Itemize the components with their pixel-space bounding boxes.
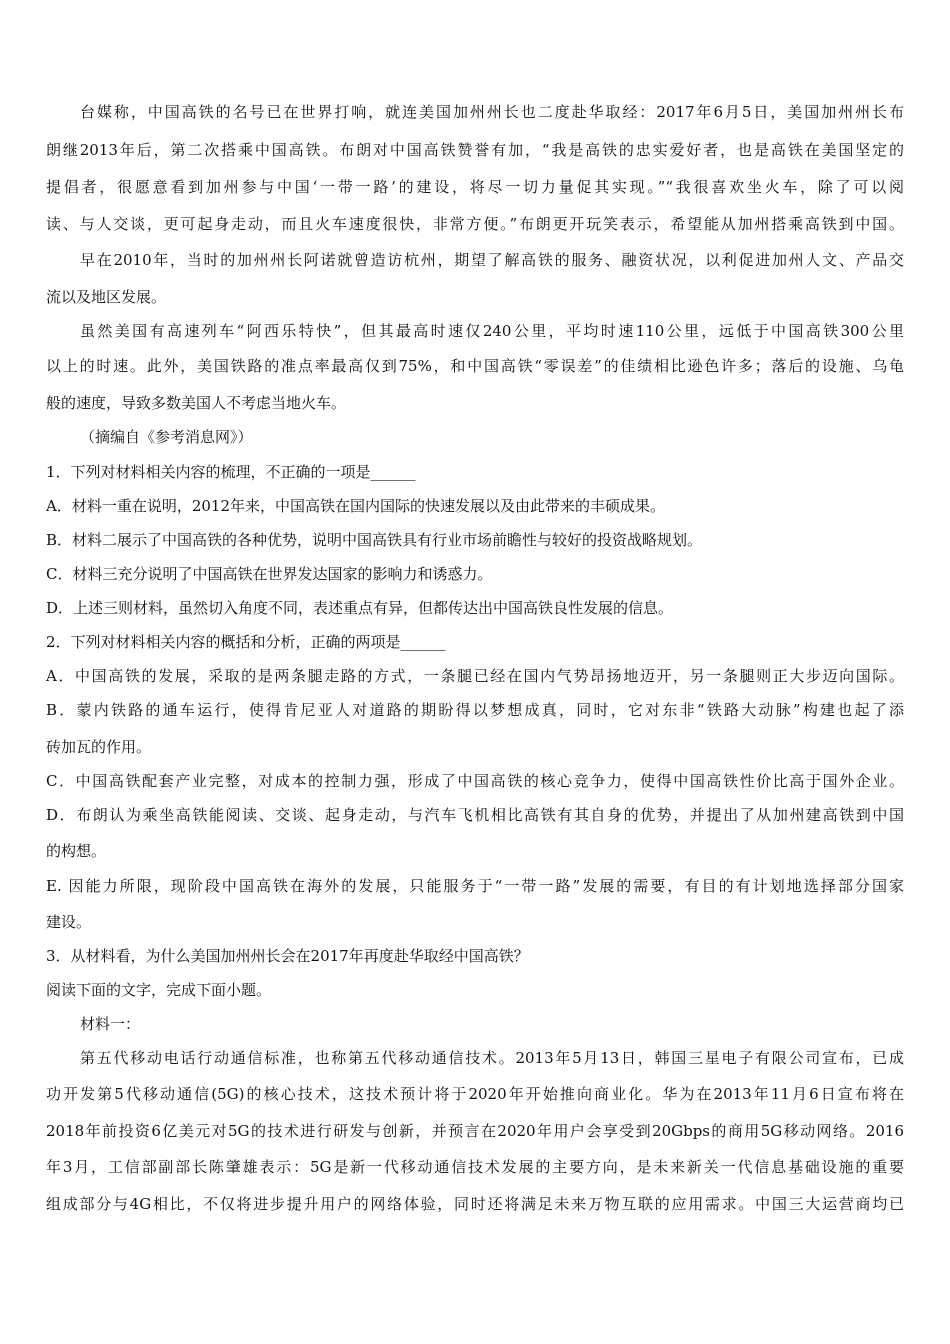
- option-1c: C．材料三充分说明了中国高铁在世界发达国家的影响力和诱惑力。: [46, 565, 493, 583]
- text-line: 年3月，工信部副部长陈肇雄表示：5G是新一代移动通信技术发展的主要方向，是未来新关一代信息基础设施的重要: [46, 1158, 904, 1176]
- question-2: 2．下列对材料相关内容的概括和分析，正确的两项是______: [46, 633, 446, 651]
- text-line: 第五代移动电话行动通信标准，也称第五代移动通信技术。2013年5月13日，韩国三星电子有限公司宣布，已成: [80, 1049, 904, 1067]
- text-line: 功开发第5代移动通信(5G)的核心技术，这技术预计将于2020年开始推向商业化。华为在2013年11月6日宣布将在: [46, 1085, 904, 1103]
- text-line: 组成部分与4G相比，不仅将进步提升用户的网络体验，同时还将满足未来万物互联的应用需求。中国三大运营商均已: [46, 1195, 904, 1213]
- text-line: 读、与人交谈，更可起身走动，而且火车速度很快，非常方便。”布朗更开玩笑表示，希望能从加州搭乘高铁到中国。: [46, 215, 904, 233]
- text-line: 2018年前投资6亿美元对5G的技术进行研发与创新，并预言在2020年用户会享受到20Gbps的商用5G移动网络。2016: [46, 1122, 904, 1140]
- text-line: 早在2010年，当时的加州州长阿诺就曾造访杭州，期望了解高铁的服务、融资状况，以利促进加州人文、产品交: [80, 251, 904, 269]
- text-line: 以上的时速。此外，美国铁路的准点率最高仅到75%，和中国高铁“零误差”的佳绩相比逊色许多；落后的设施、乌龟: [46, 357, 904, 375]
- text-line: 流以及地区发展。: [46, 288, 167, 306]
- option-2c: C．中国高铁配套产业完整，对成本的控制力强，形成了中国高铁的核心竞争力，使得中国高铁性价比高于国外企业。: [46, 772, 904, 790]
- text-line: 朗继2013年后，第二次搭乘中国高铁。布朗对中国高铁赞誉有加，“我是高铁的忠实爱好者，也是高铁在美国坚定的: [46, 141, 904, 159]
- option-1b: B．材料二展示了中国高铁的各种优势，说明中国高铁具有行业市场前瞻性与较好的投资战略规划。: [46, 531, 703, 549]
- option-1d: D．上述三则材料，虽然切入角度不同，表述重点有异，但都传达出中国高铁良性发展的信息。: [46, 599, 674, 617]
- option-2d-cont: 的构想。: [46, 842, 107, 860]
- option-2e: E. 因能力所限，现阶段中国高铁在海外的发展，只能服务于“一带一路”发展的需要，有目的有计划地选择部分国家: [46, 877, 904, 895]
- text-line: 提倡者，很愿意看到加州参与中国‘一带一路’的建设，将尽一切力量促其实现。”“我很喜欢坐火车，除了可以阅: [46, 178, 904, 196]
- reading-instruction: 阅读下面的文字，完成下面小题。: [46, 981, 272, 999]
- question-3: 3．从材料看，为什么美国加州州长会在2017年再度赴华取经中国高铁？: [46, 947, 529, 965]
- source-note: （摘编自《参考消息网》）: [80, 428, 253, 446]
- option-1a: A．材料一重在说明，2012年来，中国高铁在国内国际的快速发展以及由此带来的丰硕成果。: [46, 497, 666, 515]
- option-2d: D．布朗认为乘坐高铁能阅读、交谈、起身走动，与汽车飞机相比高铁有其自身的优势，并提出了从加州建高铁到中国: [46, 806, 904, 824]
- text-line: 虽然美国有高速列车“阿西乐特快”，但其最高时速仅240公里，平均时速110公里，远低于中国高铁300公里: [80, 322, 904, 340]
- option-2e-cont: 建设。: [46, 913, 92, 931]
- material-heading: 材料一：: [80, 1015, 141, 1033]
- option-2b: B．蒙内铁路的通车运行，使得肯尼亚人对道路的期盼得以梦想成真，同时，它对东非“铁路大动脉”构建也起了添: [46, 701, 904, 719]
- question-1: 1．下列对材料相关内容的梳理，不正确的一项是______: [46, 463, 416, 481]
- text-line: 台媒称，中国高铁的名号已在世界打响，就连美国加州州长也二度赴华取经：2017年6月5日，美国加州州长布: [80, 103, 904, 121]
- option-2b-cont: 砖加瓦的作用。: [46, 738, 152, 756]
- text-line: 般的速度，导致多数美国人不考虑当地火车。: [46, 394, 347, 412]
- option-2a: A．中国高铁的发展，采取的是两条腿走路的方式，一条腿已经在国内气势昂扬地迈开，另一条腿则正大步迈向国际。: [46, 667, 904, 685]
